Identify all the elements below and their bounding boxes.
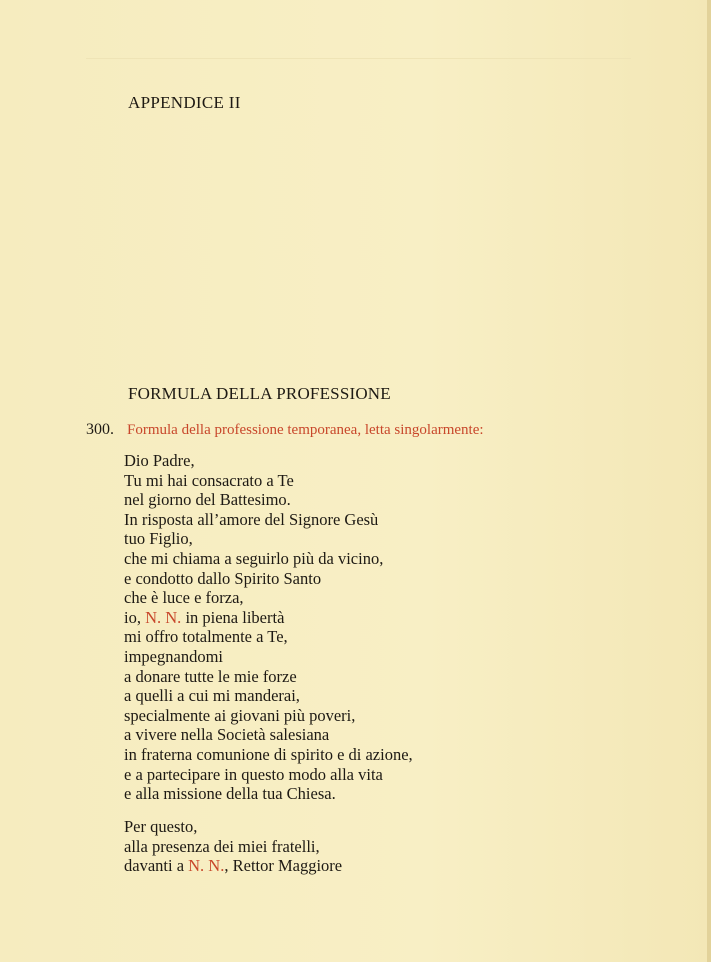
paragraph-number: 300. [86, 421, 114, 438]
profession-formula-stanza-2 [124, 817, 342, 876]
formula-line: e alla missione della tua Chiesa. [124, 784, 336, 804]
formula-line: che mi chiama a seguirlo più da vicino, [124, 548, 384, 568]
header-rule [86, 58, 631, 59]
paragraph-header [86, 419, 484, 441]
formula-line: a quelli a cui mi manderai, [124, 686, 300, 706]
name-placeholder: N. N. [188, 856, 225, 876]
formula-line: a donare tutte le mie forze [124, 666, 297, 686]
formula-line: alla presenza dei miei fratelli, [124, 836, 320, 856]
name-placeholder: N. N. [145, 607, 182, 627]
page-edge [707, 0, 711, 962]
formula-line: nel giorno del Battesimo. [124, 490, 291, 510]
formula-line: mi offro totalmente a Te, [124, 627, 288, 647]
formula-line: in fraterna comunione di spirito e di azione, [124, 744, 413, 764]
formula-line: Per questo, [124, 817, 198, 836]
rubric-instruction: Formula della professione temporanea, letta singolarmente: [127, 422, 484, 438]
profession-formula-stanza-1 [124, 451, 413, 804]
formula-line-superior [124, 856, 342, 876]
section-heading: FORMULA DELLA PROFESSIONE [128, 384, 391, 403]
formula-line: Dio Padre, [124, 451, 195, 470]
formula-line-name [124, 608, 413, 628]
formula-line: e a partecipare in questo modo alla vita [124, 764, 383, 784]
formula-line: impegnandomi [124, 646, 223, 666]
line-prefix: io, [124, 607, 146, 627]
appendix-title: APPENDICE II [128, 93, 241, 112]
formula-line: Tu mi hai consacrato a Te [124, 470, 294, 490]
formula-line: specialmente ai giovani più poveri, [124, 705, 356, 725]
formula-line: a vivere nella Società salesiana [124, 725, 330, 745]
formula-line: e condotto dallo Spirito Santo [124, 568, 322, 588]
line-suffix: in piena libertà [181, 607, 285, 627]
line-prefix: davanti a [124, 856, 189, 876]
formula-line: In risposta all’amore del Signore Gesù [124, 509, 379, 529]
formula-line: che è luce e forza, [124, 588, 244, 608]
line-suffix: , Rettor Maggiore [224, 856, 343, 876]
formula-line: tuo Figlio, [124, 529, 193, 549]
